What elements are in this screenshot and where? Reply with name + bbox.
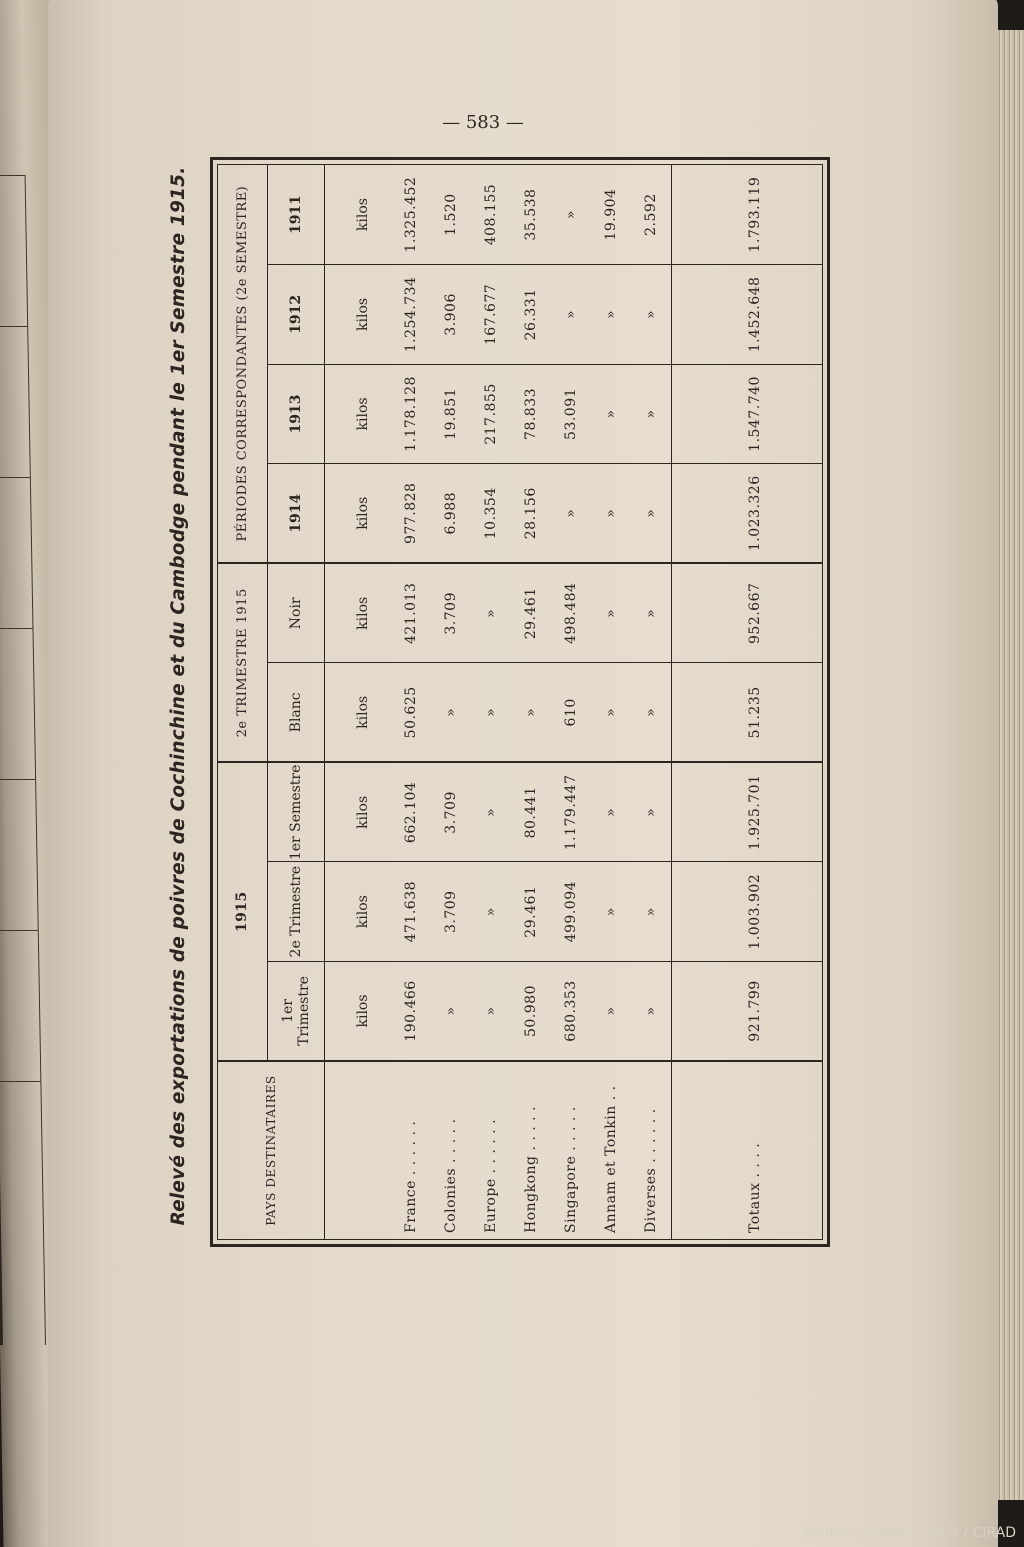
table-cell: »: [591, 762, 631, 862]
col-header: 1911: [267, 165, 324, 265]
country-header: PAYS DESTINATAIRES: [218, 1061, 324, 1239]
table-cell: »: [471, 762, 511, 862]
table-cell: 498.484: [551, 563, 591, 663]
table-cell: 3.709: [431, 862, 471, 962]
table-row: [471, 165, 511, 1239]
export-table: [218, 165, 822, 1239]
col-header: 2e Trimestre: [267, 862, 324, 962]
table-cell: »: [631, 265, 672, 365]
total-label: Totaux . . . .: [672, 1061, 822, 1239]
table-cell: 6.988: [431, 464, 471, 564]
table-cell: 977.828: [391, 464, 431, 564]
table-cell: 2.592: [631, 165, 672, 265]
table-cell: 28.156: [511, 464, 551, 564]
table-cell: »: [591, 663, 631, 763]
table-cell: »: [471, 862, 511, 962]
table-cell: »: [591, 265, 631, 365]
table-cell: »: [551, 464, 591, 564]
table-frame: [210, 157, 830, 1247]
row-label: Diverses . . . . . .: [631, 1061, 672, 1239]
table-row: [631, 165, 672, 1239]
group-header-1915: 1915: [218, 762, 267, 1061]
unit-label: kilos: [324, 364, 391, 464]
table-cell: 78.833: [511, 364, 551, 464]
table-row: [431, 165, 471, 1239]
total-cell: 952.667: [672, 563, 822, 663]
table-row: [391, 165, 431, 1239]
total-row: [672, 165, 822, 1239]
table-cell: 408.155: [471, 165, 511, 265]
row-label: Europe . . . . . .: [471, 1061, 511, 1239]
table-cell: »: [471, 563, 511, 663]
row-label: Annam et Tonkin . .: [591, 1061, 631, 1239]
table-cell: 3.906: [431, 265, 471, 365]
table-cell: 50.625: [391, 663, 431, 763]
table-cell: 29.461: [511, 862, 551, 962]
table-cell: »: [591, 364, 631, 464]
rotated-content: [168, 131, 858, 1261]
table-cell: 421.013: [391, 563, 431, 663]
table-cell: »: [551, 265, 591, 365]
row-label: Singapore . . . . .: [551, 1061, 591, 1239]
total-cell: 921.799: [672, 961, 822, 1061]
table-cell: 471.638: [391, 862, 431, 962]
col-header: 1912: [267, 265, 324, 365]
table-cell: »: [551, 165, 591, 265]
table-cell: »: [471, 663, 511, 763]
source-credit: Source numba.cirad.fr / CIRAD: [803, 1525, 1016, 1541]
previous-page-table-lines: [0, 175, 46, 1345]
table-row: [591, 165, 631, 1239]
table-cell: »: [591, 563, 631, 663]
table-cell: 1.254.734: [391, 265, 431, 365]
unit-label: kilos: [354, 994, 371, 1028]
table-cell: 80.441: [511, 762, 551, 862]
table-cell: 1.178.128: [391, 364, 431, 464]
unit-label: kilos: [324, 762, 391, 862]
group-header-trim2: 2e TRIMESTRE 1915: [218, 563, 267, 762]
total-cell: 1.793.119: [672, 165, 822, 265]
table-row: [551, 165, 591, 1239]
row-label: Colonies . . . . .: [431, 1061, 471, 1239]
table-title: Relevé des exportations de poivres de Cochinchine et du Cambodge pendant le 1er Semestre 1915.: [168, 166, 189, 1226]
table-cell: 19.904: [591, 165, 631, 265]
table-cell: 1.520: [431, 165, 471, 265]
table-cell: 10.354: [471, 464, 511, 564]
group-header-periods: PÉRIODES CORRESPONDANTES (2e SEMESTRE): [218, 165, 267, 563]
table-cell: 662.104: [391, 762, 431, 862]
col-header: 1914: [267, 464, 324, 564]
unit-label: kilos: [324, 265, 391, 365]
table-cell: »: [591, 862, 631, 962]
total-cell: 1.452.648: [672, 265, 822, 365]
unit-label: kilos: [324, 464, 391, 564]
table-cell: »: [591, 464, 631, 564]
total-cell: 51.235: [672, 663, 822, 763]
table-cell: »: [631, 862, 672, 962]
table-cell: »: [631, 364, 672, 464]
table-cell: »: [443, 1006, 460, 1016]
table-cell: »: [631, 762, 672, 862]
table-cell: »: [431, 663, 471, 763]
table-cell: 610: [551, 663, 591, 763]
table-cell: 19.851: [431, 364, 471, 464]
table-cell: »: [643, 1006, 660, 1016]
col-header: 1er Semestre: [267, 762, 324, 862]
book-page: [48, 0, 998, 1547]
table-cell: 26.331: [511, 265, 551, 365]
table-cell: 3.709: [431, 563, 471, 663]
row-label: France . . . . . .: [391, 1061, 431, 1239]
table-cell: »: [631, 464, 672, 564]
table-cell: 1.325.452: [391, 165, 431, 265]
unit-label: kilos: [324, 165, 391, 265]
table-cell: »: [631, 663, 672, 763]
table-cell: 167.677: [471, 265, 511, 365]
table-cell: »: [631, 563, 672, 663]
unit-label: kilos: [324, 663, 391, 763]
page-number: — 583 —: [442, 112, 524, 133]
table-cell: 35.538: [511, 165, 551, 265]
total-cell: 1.547.740: [672, 364, 822, 464]
unit-row: [324, 165, 391, 1239]
table-cell: 190.466: [403, 980, 420, 1042]
table-cell: 53.091: [551, 364, 591, 464]
total-cell: 1.023.326: [672, 464, 822, 564]
col-header: Noir: [267, 563, 324, 663]
table-cell: 50.980: [523, 984, 540, 1037]
total-cell: 1.003.902: [672, 862, 822, 962]
col-header: 1913: [267, 364, 324, 464]
table-cell: 499.094: [551, 862, 591, 962]
table-cell: 680.353: [563, 980, 580, 1042]
table-cell: 3.709: [431, 762, 471, 862]
unit-label: kilos: [324, 563, 391, 663]
table-cell: »: [511, 663, 551, 763]
col-header: 1er Trimestre: [267, 961, 324, 1061]
table-cell: »: [603, 1006, 620, 1016]
table-cell: »: [483, 1006, 500, 1016]
col-header: Blanc: [267, 663, 324, 763]
table-cell: 1.179.447: [551, 762, 591, 862]
total-cell: 1.925.701: [672, 762, 822, 862]
table-row: [511, 165, 551, 1239]
table-cell: 29.461: [511, 563, 551, 663]
table-cell: 217.855: [471, 364, 511, 464]
unit-label: kilos: [324, 862, 391, 962]
row-label: Hongkong . . . . .: [511, 1061, 551, 1239]
